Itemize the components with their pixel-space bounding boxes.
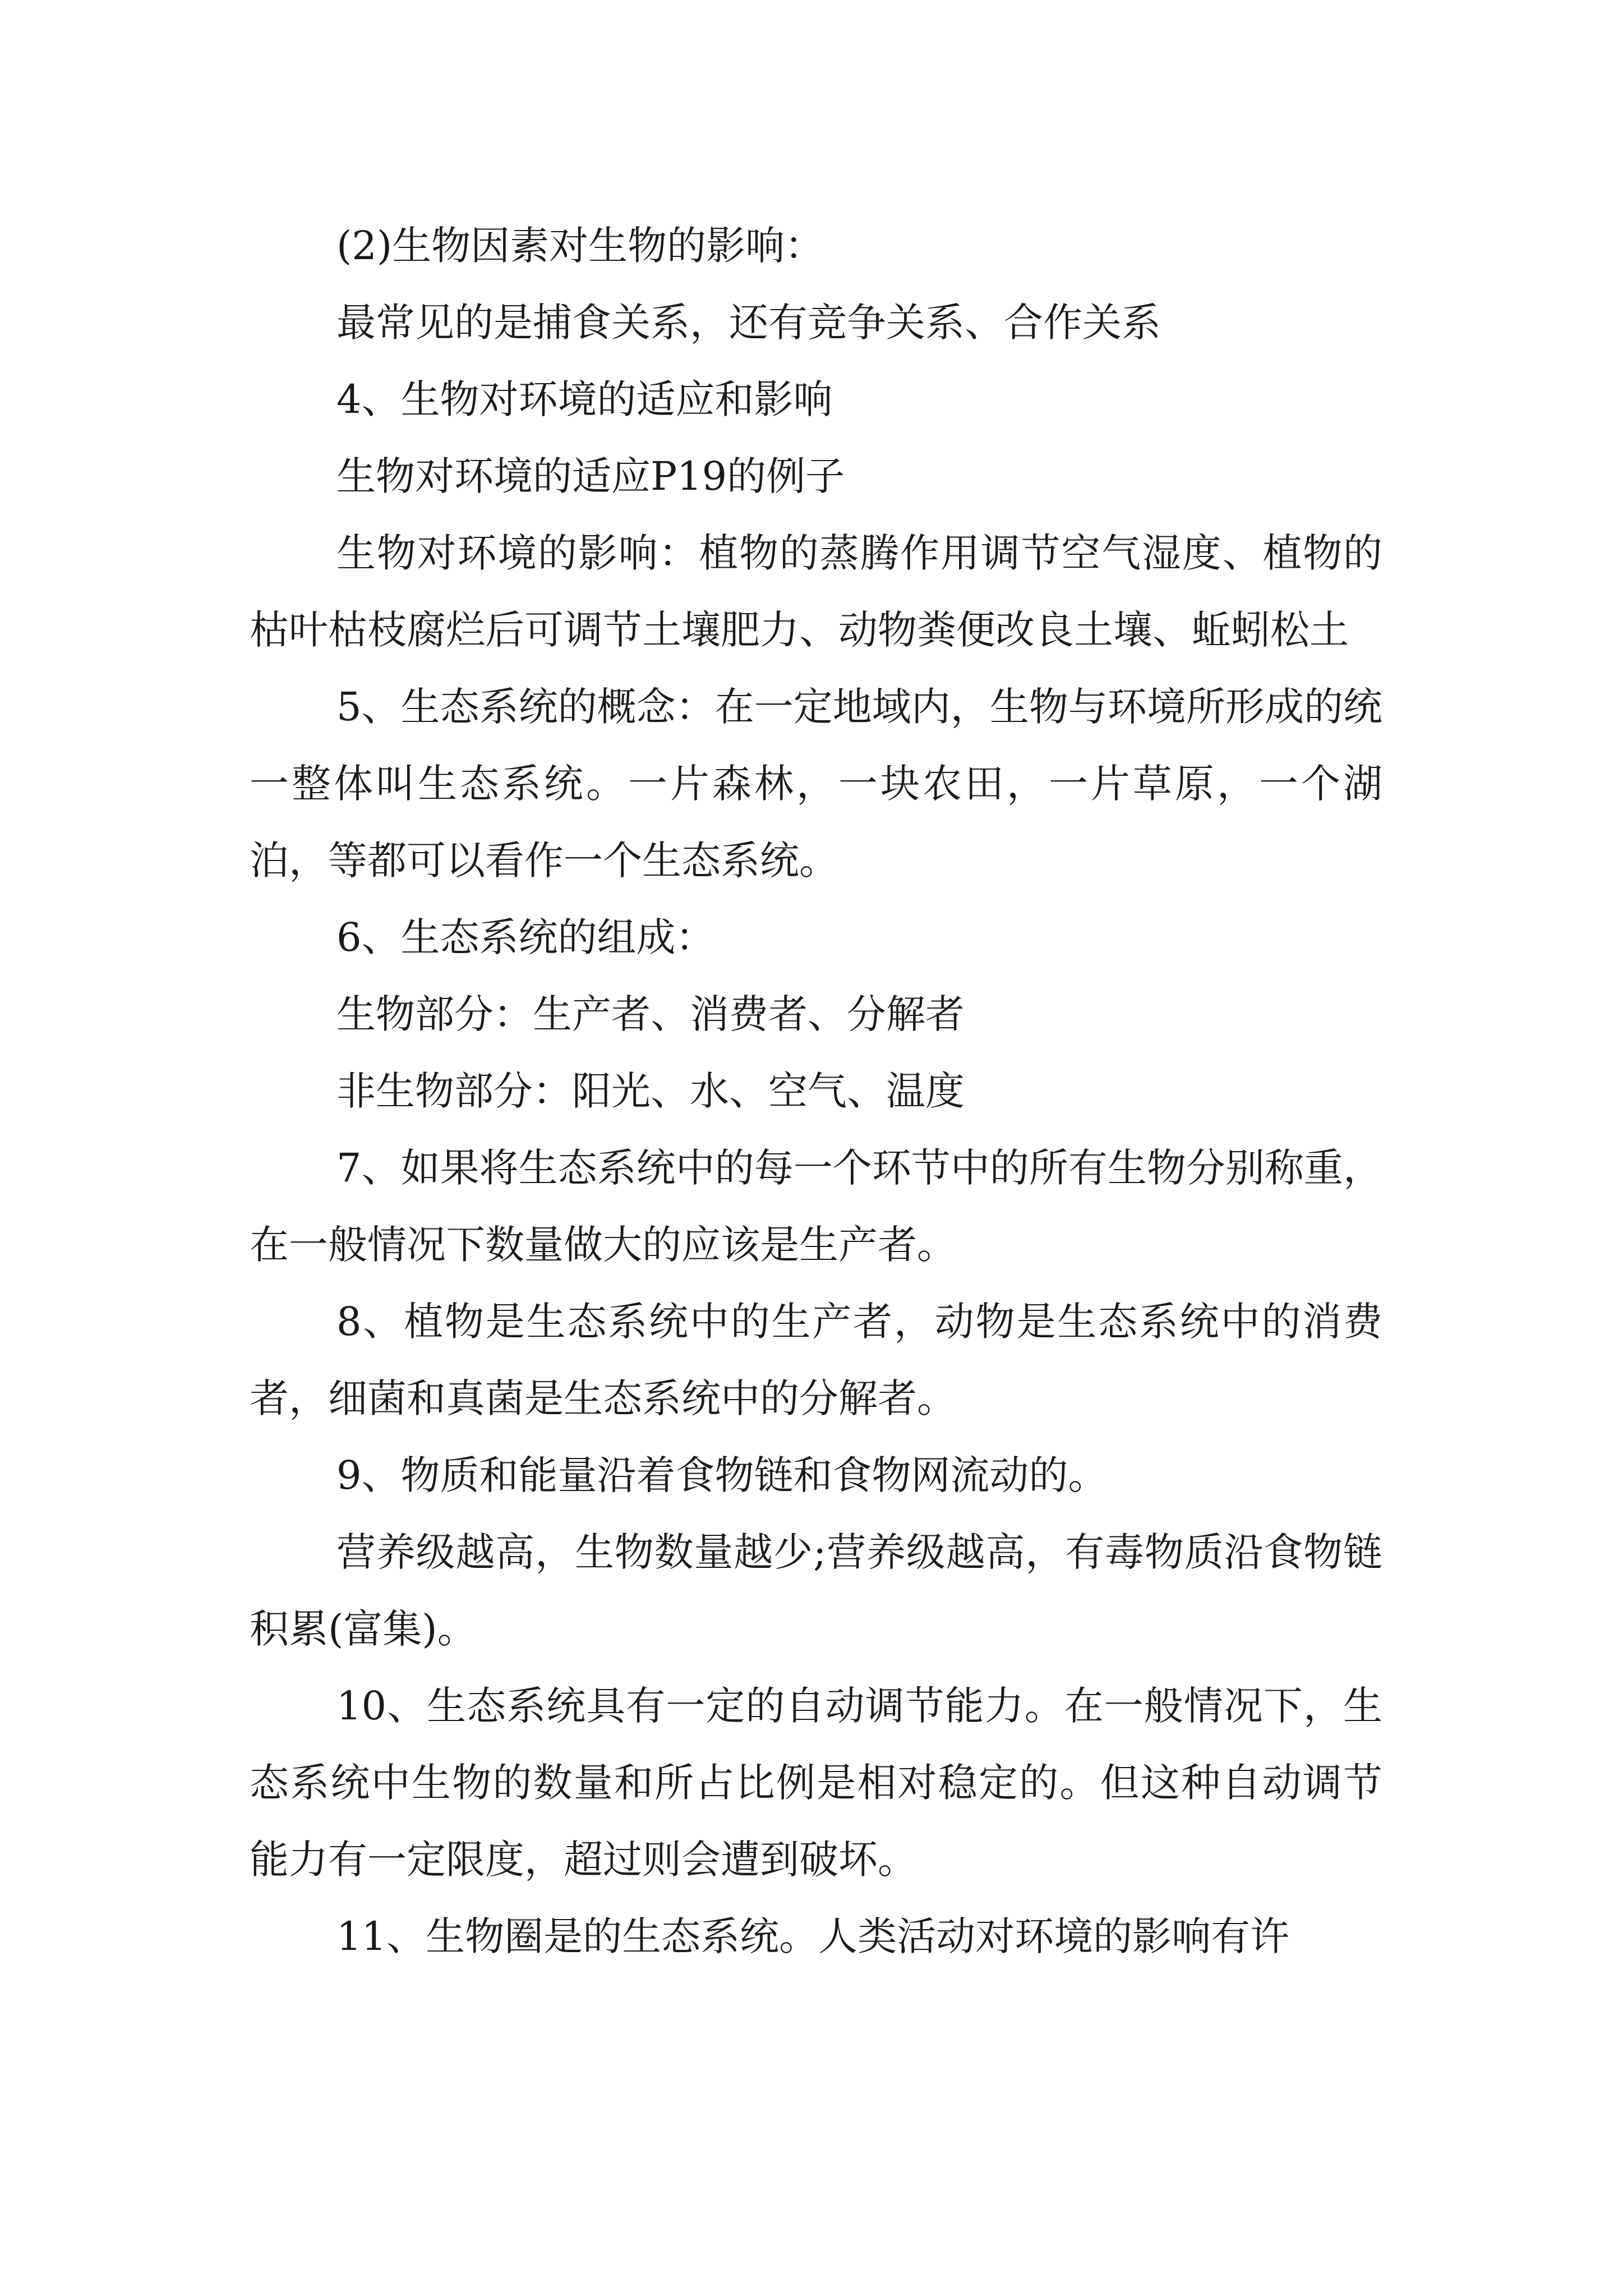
paragraph-biotic-factors-heading: (2)生物因素对生物的影响： <box>336 223 824 269</box>
paragraph-item-7: 7、如果将生态系统中的每一个环节中的所有生物分别称重，在一般情况下数量做大的应该是生产者。 <box>250 1145 1382 1268</box>
paragraph-item-9: 9、物质和能量沿着食物链和食物网流动的。 <box>336 1452 1108 1498</box>
paragraph-abiotic-part: 非生物部分：阳光、水、空气、温度 <box>336 1068 965 1114</box>
paragraph-relationships: 最常见的是捕食关系，还有竞争关系、合作关系 <box>336 300 1161 346</box>
paragraph-biotic-part: 生物部分：生产者、消费者、分解者 <box>336 991 965 1037</box>
document-body <box>250 208 1382 1975</box>
paragraph-influence-on-environment: 生物对环境的影响：植物的蒸腾作用调节空气湿度、植物的枯叶枯枝腐烂后可调节土壤肥力、动物粪便改良土壤、蚯蚓松土 <box>250 530 1382 653</box>
paragraph-item-8: 8、植物是生态系统中的生产者，动物是生态系统中的消费者，细菌和真菌是生态系统中的分解者。 <box>250 1299 1382 1421</box>
paragraph-trophic-levels: 营养级越高，生物数量越少;营养级越高，有毒物质沿食物链积累(富集)。 <box>250 1529 1382 1652</box>
paragraph-item-10: 10、生态系统具有一定的自动调节能力。在一般情况下，生态系统中生物的数量和所占比例是相对稳定的。但这种自动调节能力有一定限度，超过则会遭到破坏。 <box>250 1683 1382 1883</box>
paragraph-item-5-ecosystem-concept: 5、生态系统的概念：在一定地域内，生物与环境所形成的统一整体叫生态系统。一片森林，一块农田，一片草原，一个湖泊，等都可以看作一个生态系统。 <box>250 684 1382 884</box>
paragraph-item-11: 11、生物圈是的生态系统。人类活动对环境的影响有许 <box>336 1913 1290 1959</box>
paragraph-adaptation-example: 生物对环境的适应P19的例子 <box>336 453 845 499</box>
paragraph-item-4-heading: 4、生物对环境的适应和影响 <box>336 376 833 422</box>
paragraph-item-6-heading: 6、生态系统的组成： <box>336 914 715 960</box>
